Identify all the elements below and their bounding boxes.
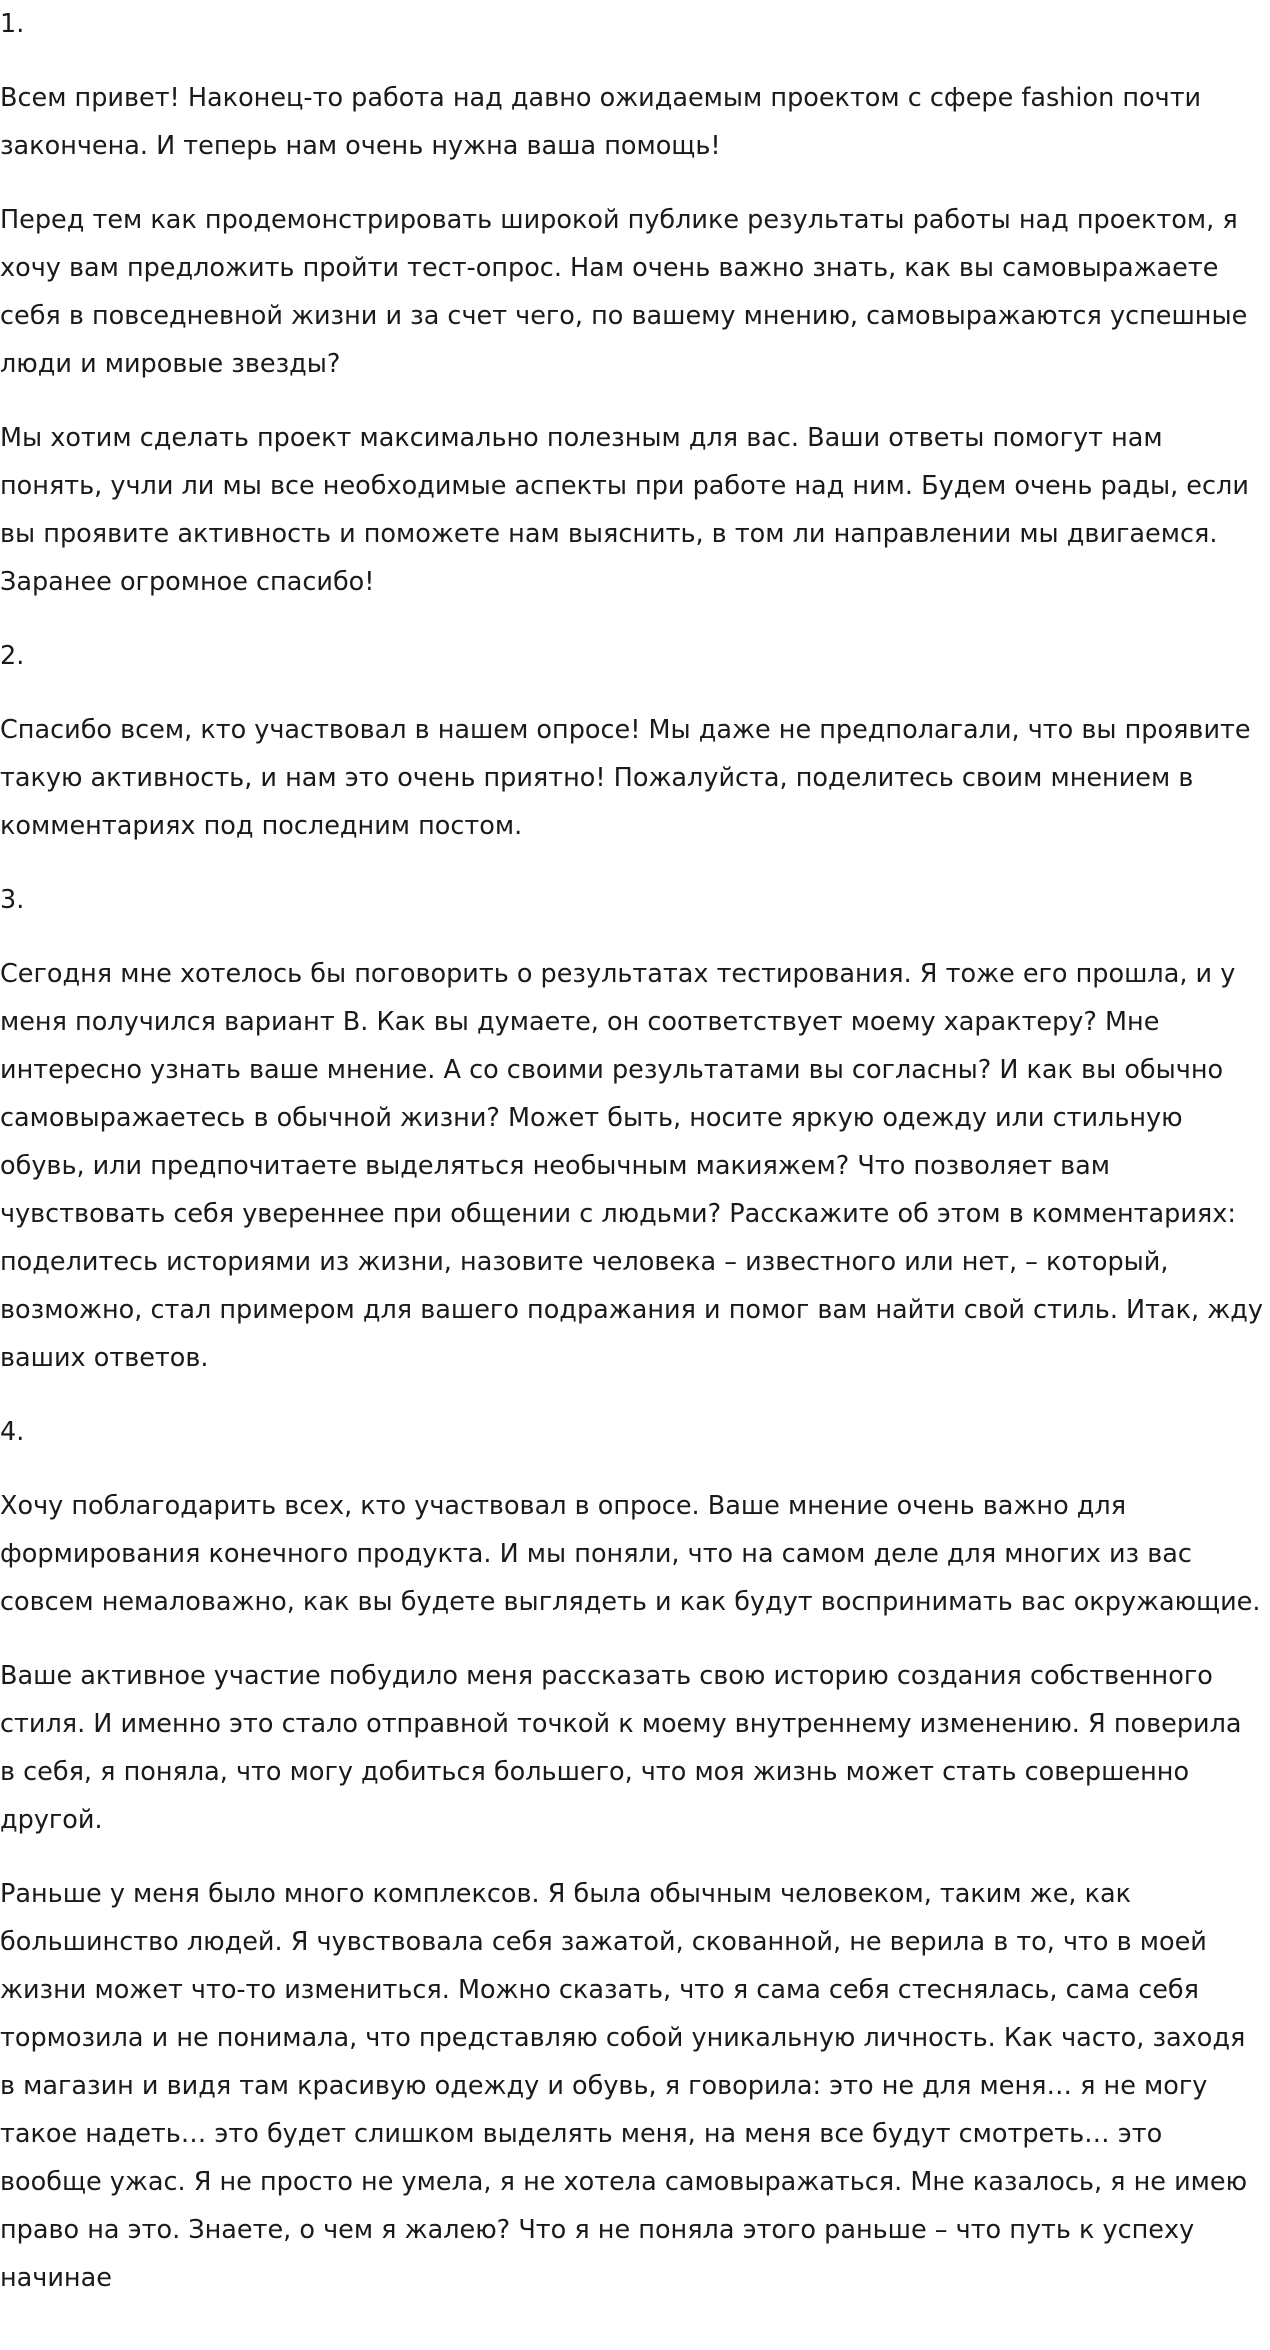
section-number: 4. xyxy=(0,1417,25,1447)
section-number: 3. xyxy=(0,885,25,915)
paragraph: Хочу поблагодарить всех, кто участвовал в опросе. Ваше мнение очень важно для формирования конечного продукта. И мы поняли, что на самом деле для многих из вас совсем немаловажно, как вы будете выглядеть и как будут воспринимать вас окружающие. xyxy=(0,1491,1261,1617)
paragraph: Перед тем как продемонстрировать широкой публике результаты работы над проектом, я хочу вам предложить пройти тест-опрос. Нам очень важно знать, как вы самовыражаете себя в повседневной жизни и за счет чего, по вашему мнению, самовыражаются успешные люди и мировые звезды? xyxy=(0,205,1248,379)
paragraph: Ваше активное участие побудило меня рассказать свою историю создания собственного стиля. И именно это стало отправной точкой к моему внутреннему изменению. Я поверила в себя, я поняла, что могу добиться большего, что моя жизнь может стать совершенно другой. xyxy=(0,1661,1242,1835)
paragraph: Всем привет! Наконец-то работа над давно ожидаемым проектом с сфере fashion почти закончена. И теперь нам очень нужна ваша помощь! xyxy=(0,83,1202,161)
paragraph: Раньше у меня было много комплексов. Я была обычным человеком, таким же, как большинство людей. Я чувствовала себя зажатой, скованной, не верила в то, что в моей жизни может что-то измениться. Можно сказать, что я сама себя стеснялась, сама себя тормозила и не понимала, что представляю собой уникальную личность. Как часто, заходя в магазин и видя там красивую одежду и обувь, я говорила: это не для меня… я не могу такое надеть… это будет слишком выделять меня, на меня все будут смотреть… это вообще ужас. Я не просто не умела, я не хотела самовыражаться. Мне казалось, я не имею право на это. Знаете, о чем я жалею? Что я не поняла этого раньше – что путь к успеху начинае xyxy=(0,1879,1248,2293)
paragraph: Спасибо всем, кто участвовал в нашем опросе! Мы даже не предполагали, что вы проявите такую активность, и нам это очень приятно! Пожалуйста, поделитесь своим мнением в комментариях под последним постом. xyxy=(0,715,1251,841)
paragraph: Мы хотим сделать проект максимально полезным для вас. Ваши ответы помогут нам понять, учли ли мы все необходимые аспекты при работе над ним. Будем очень рады, если вы проявите активность и поможете нам выяснить, в том ли направлении мы двигаемся. Заранее огромное спасибо! xyxy=(0,423,1249,597)
section-number: 1. xyxy=(0,9,25,39)
paragraph: Сегодня мне хотелось бы поговорить о результатах тестирования. Я тоже его прошла, и у меня получился вариант B. Как вы думаете, он соответствует моему характеру? Мне интересно узнать ваше мнение. А со своими результатами вы согласны? И как вы обычно самовыражаетесь в обычной жизни? Может быть, носите яркую одежду или стильную обувь, или предпочитаете выделяться необычным макияжем? Что позволяет вам чувствовать себя увереннее при общении с людьми? Расскажите об этом в комментариях: поделитесь историями из жизни, назовите человека – известного или нет, – который, возможно, стал примером для вашего подражания и помог вам найти свой стиль. Итак, жду ваших ответов. xyxy=(0,959,1263,1373)
section-number: 2. xyxy=(0,641,25,671)
